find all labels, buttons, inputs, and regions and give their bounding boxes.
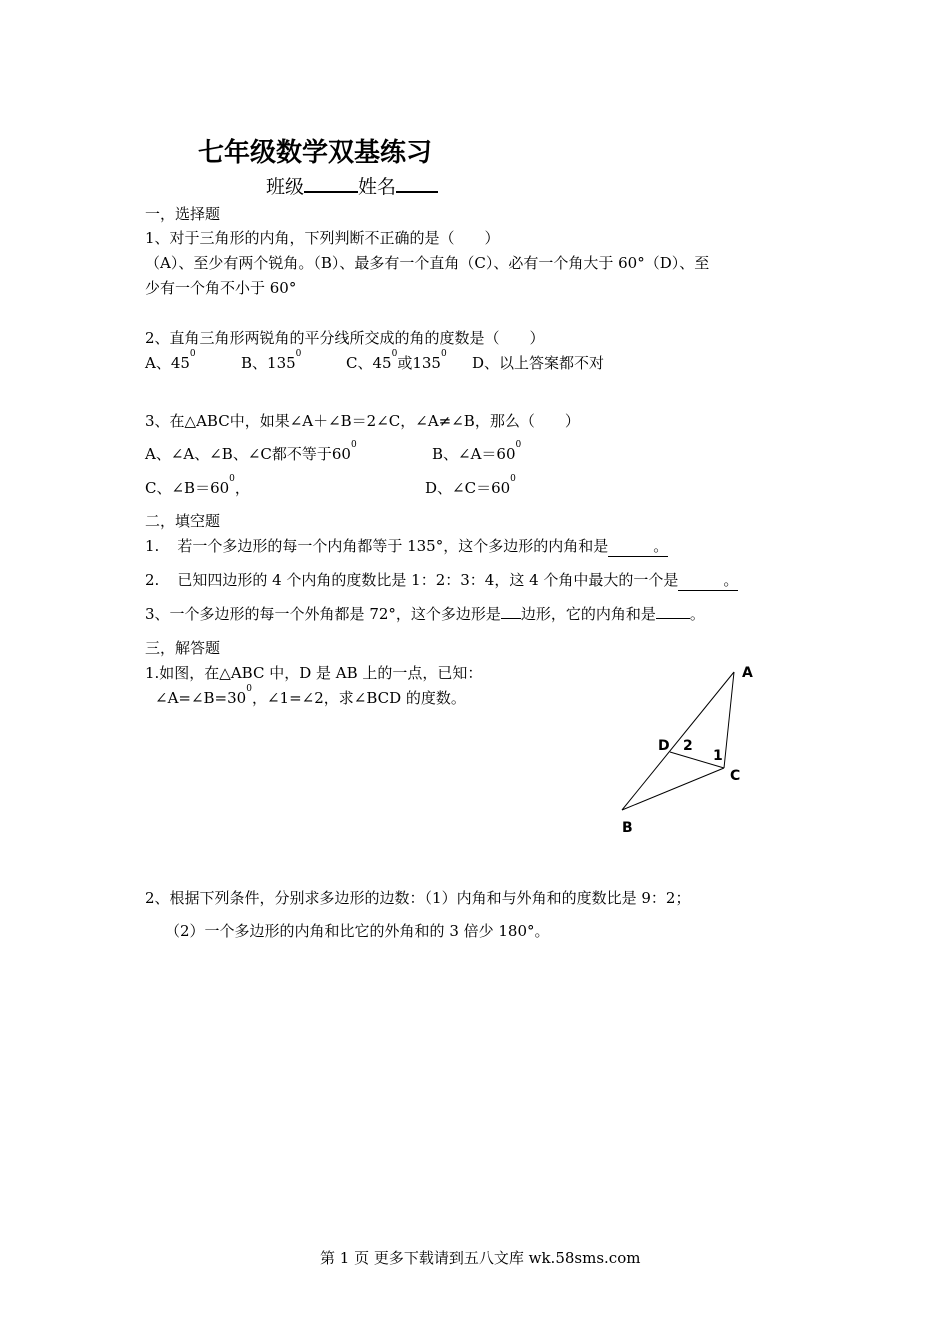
name-blank [396,173,438,193]
segment-ab [622,672,734,810]
question-3-2-line1: 2、根据下列条件，分别求多边形的边数：（1）内角和与外角和的度数比是 9：2； [145,889,691,907]
vertex-label-a: A [742,665,753,681]
page-title: 七年级数学双基练习 [198,138,433,168]
answer-blank: 。 [608,537,669,555]
question-1-2-option-d: D、以上答案都不对 [472,354,605,372]
question-3-1-line1: 1.如图，在△ABC 中，D 是 AB 上的一点，已知： [145,664,483,682]
question-1-2-option-a: A、$45^0$ [145,349,196,372]
question-1-3-option-c: C、$\angle B=60^0$， [145,474,250,497]
vertex-label-b: B [622,820,633,836]
question-1-3-stem: 3、在△ABC中，如果∠A＋∠B＝2∠C，∠A≠∠B，那么（ ） [145,412,580,430]
student-info-line [266,172,438,199]
question-1-1-options-line2: 少有一个角不小于 60° [145,279,297,297]
name-label: 姓名 [358,176,397,198]
question-3-2-line2: （2）一个多边形的内角和比它的外角和的 3 倍少 180°。 [165,922,550,940]
section-heading-fill: 二，填空题 [145,512,221,530]
question-1-1-options-line1: （A）、至少有两个锐角。（B）、最多有一个直角（C）、必有一个角大于 60°（D）、至 [145,254,710,272]
question-1-2-stem: 2、直角三角形两锐角的平分线所交成的角的度数是（ ） [145,329,545,347]
question-1-3-option-a: A、∠A、∠B、∠C都不等于$60^0$ [145,440,357,463]
class-label: 班级 [266,176,305,198]
question-1-3-option-d: D、$\angle C=60^0$ [425,474,516,497]
answer-blank [501,604,521,619]
question-2-3: 3、一个多边形的每一个外角都是 72°，这个多边形是 边形，它的内角和是 。 [145,605,705,623]
question-2-2: 2. 已知四边形的 4 个内角的度数比是 1：2：3：4，这 4 个角中最大的一个是 。 [145,571,739,589]
answer-blank [656,604,690,619]
vertex-label-d: D [658,738,670,754]
triangle-figure [600,650,780,850]
section-heading-choice: 一，选择题 [145,205,221,223]
question-1-2-option-b: B、$135^0$ [241,349,302,372]
question-1-1-stem: 1、对于三角形的内角，下列判断不正确的是（ ） [145,229,500,247]
angle-label-2: 2 [683,738,693,754]
section-heading-solve: 三，解答题 [145,639,221,657]
segment-ac [724,672,734,768]
question-1-3-option-b: B、$\angle A=60^0$ [432,440,522,463]
vertex-label-c: C [730,768,741,784]
question-3-1-line2: $\angle A=\angle B=30^0$，∠1=∠2，求∠BCD 的度数。 [155,684,466,707]
segment-bc [622,768,724,810]
class-blank [304,173,358,193]
answer-blank: 。 [678,571,739,589]
question-1-2-option-c: C、$45^0$或$135^0$ [346,349,447,372]
question-2-1: 1. 若一个多边形的每一个内角都等于 135°，这个多边形的内角和是 。 [145,537,669,555]
page-footer: 第 1 页 更多下载请到五八文库 wk.58sms.com [320,1249,641,1267]
angle-label-1: 1 [713,748,723,764]
